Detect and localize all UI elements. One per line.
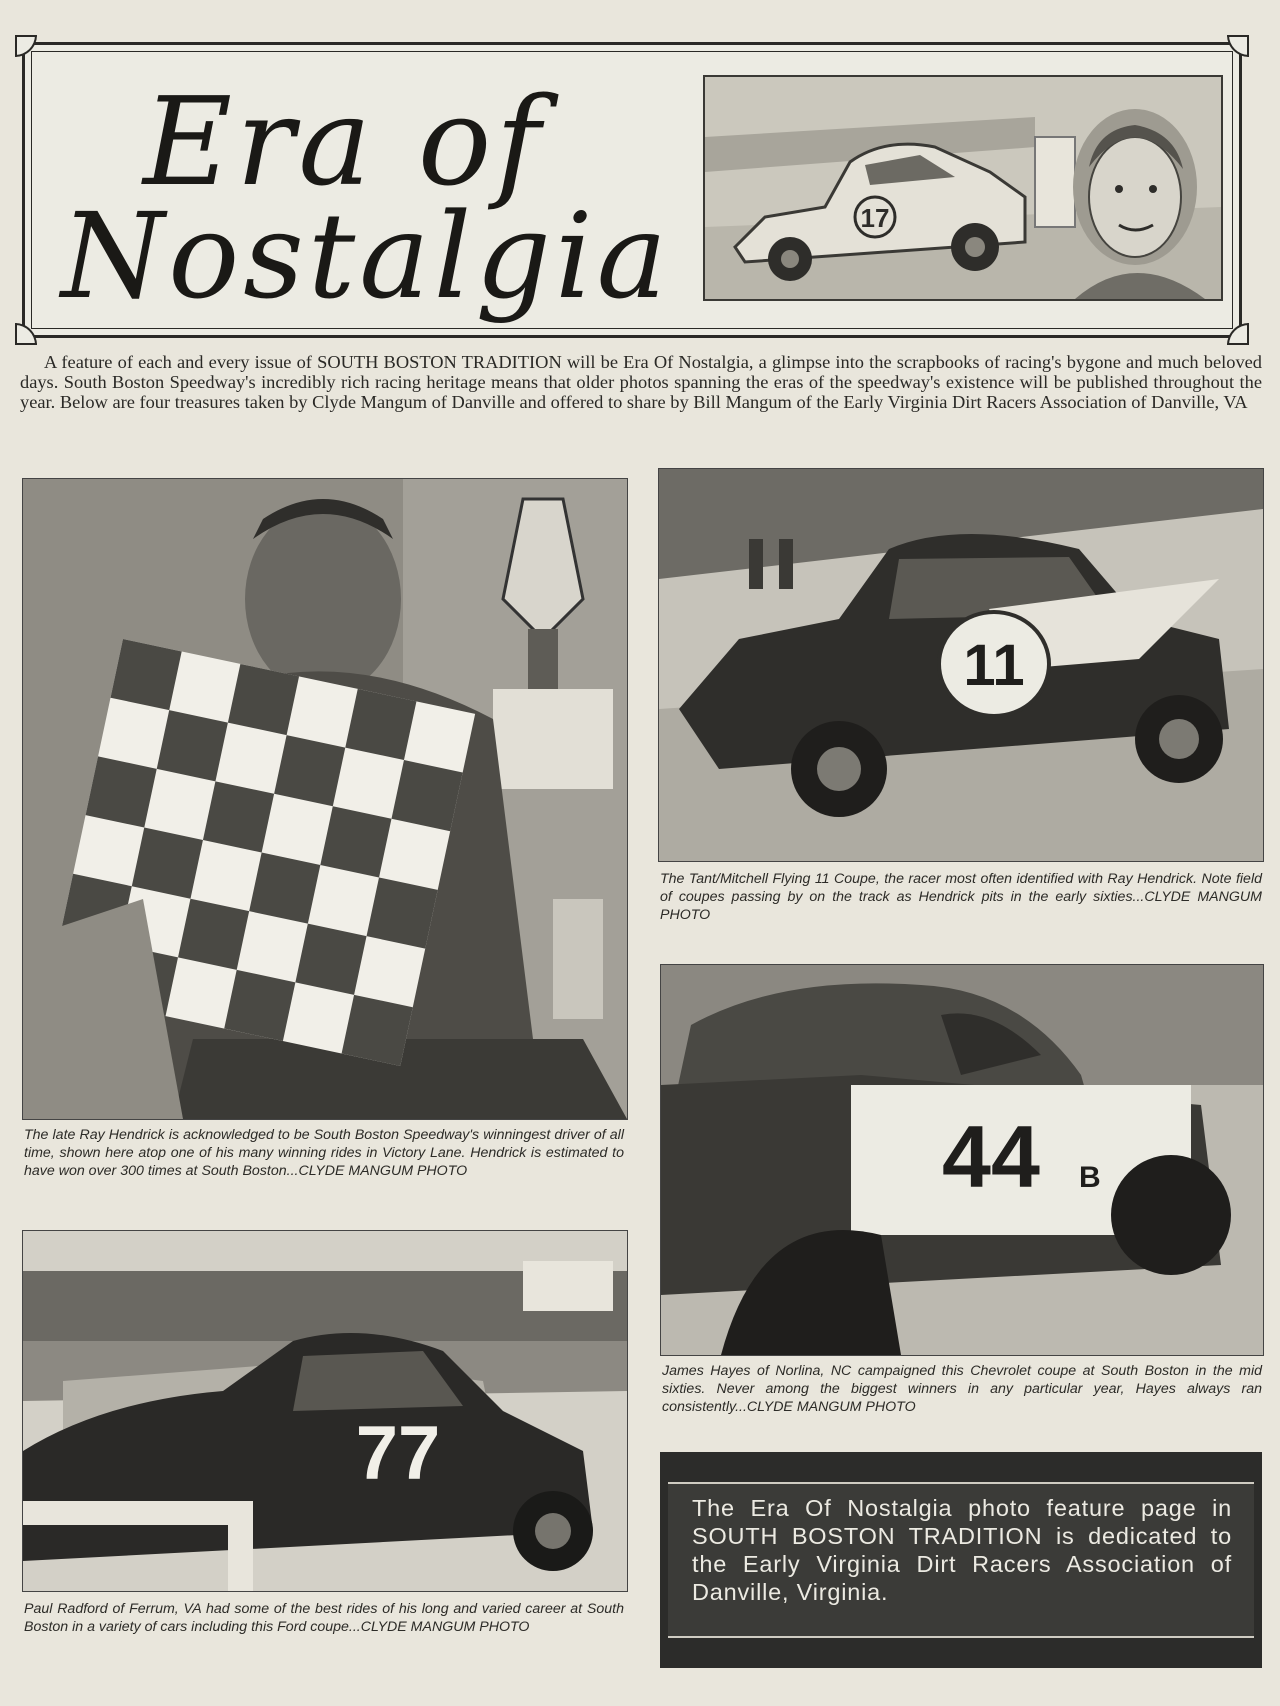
corner-ornament [15, 35, 37, 57]
caption-44b-coupe: James Hayes of Norlina, NC campaigned this Chevrolet coupe at South Boston in the mid sixties. Never among the biggest winners in any particular year, Hayes always ran consistently...CLYDE MANGUM PHOTO [662, 1363, 1262, 1415]
caption-victory-lane: The late Ray Hendrick is acknowledged to be South Boston Speedway's winningest driver of all time, shown here atop one of his many winning rides in Victory Lane. Hendrick is estimated to have won over 300 times at South Boston...CLYDE MANGUM PHOTO [24, 1127, 624, 1179]
photo-44b-coupe [660, 964, 1264, 1356]
car-number-11: 11 [963, 633, 1025, 698]
caption-flying-11-coupe: The Tant/Mitchell Flying 11 Coupe, the racer most often identified with Ray Hendrick. Note field of coupes passing by on the track as Hendrick pits in the early sixties...CLYDE MANGUM PHOTO [660, 871, 1262, 923]
dedication-box [660, 1452, 1262, 1668]
intro-paragraph: A feature of each and every issue of SOUTH BOSTON TRADITION will be Era Of Nostalgia, a glimpse into the scrapbooks of racing's bygone and much beloved days. South Boston Speedway's incredibly rich racing heritage means that older photos spanning the eras of the speedway's existence will be published throughout the year. Below are four treasures taken by Clyde Mangum of Danville and offered to share by Bill Mangum of the Early Virginia Dirt Racers Association of Danville, VA [20, 352, 1262, 412]
car-number-44: 44 [942, 1107, 1040, 1206]
photo-77-ford-coupe [22, 1230, 628, 1592]
photo-victory-lane [22, 478, 628, 1120]
corner-ornament [1227, 323, 1249, 345]
masthead-title-line1: Era of [143, 71, 545, 213]
car-number-suffix-b: B [1079, 1161, 1101, 1194]
caption-77-ford-coupe: Paul Radford of Ferrum, VA had some of the best rides of his long and varied career at South Boston in a variety of cars including this Ford coupe...CLYDE MANGUM PHOTO [24, 1601, 624, 1635]
dedication-text: The Era Of Nostalgia photo feature page in SOUTH BOSTON TRADITION is dedicated to the Early Virginia Dirt Racers Association of Danville, Virginia. [692, 1495, 1232, 1605]
masthead [22, 42, 1242, 338]
photo-flying-11-coupe [658, 468, 1264, 862]
corner-ornament [15, 323, 37, 345]
masthead-sketch-illustration [703, 75, 1223, 301]
sketch-car-number: 17 [860, 203, 890, 233]
corner-ornament [1227, 35, 1249, 57]
car-number-77: 77 [355, 1411, 441, 1496]
masthead-title-line2: Nostalgia [61, 187, 671, 325]
dedication-panel [668, 1482, 1254, 1638]
